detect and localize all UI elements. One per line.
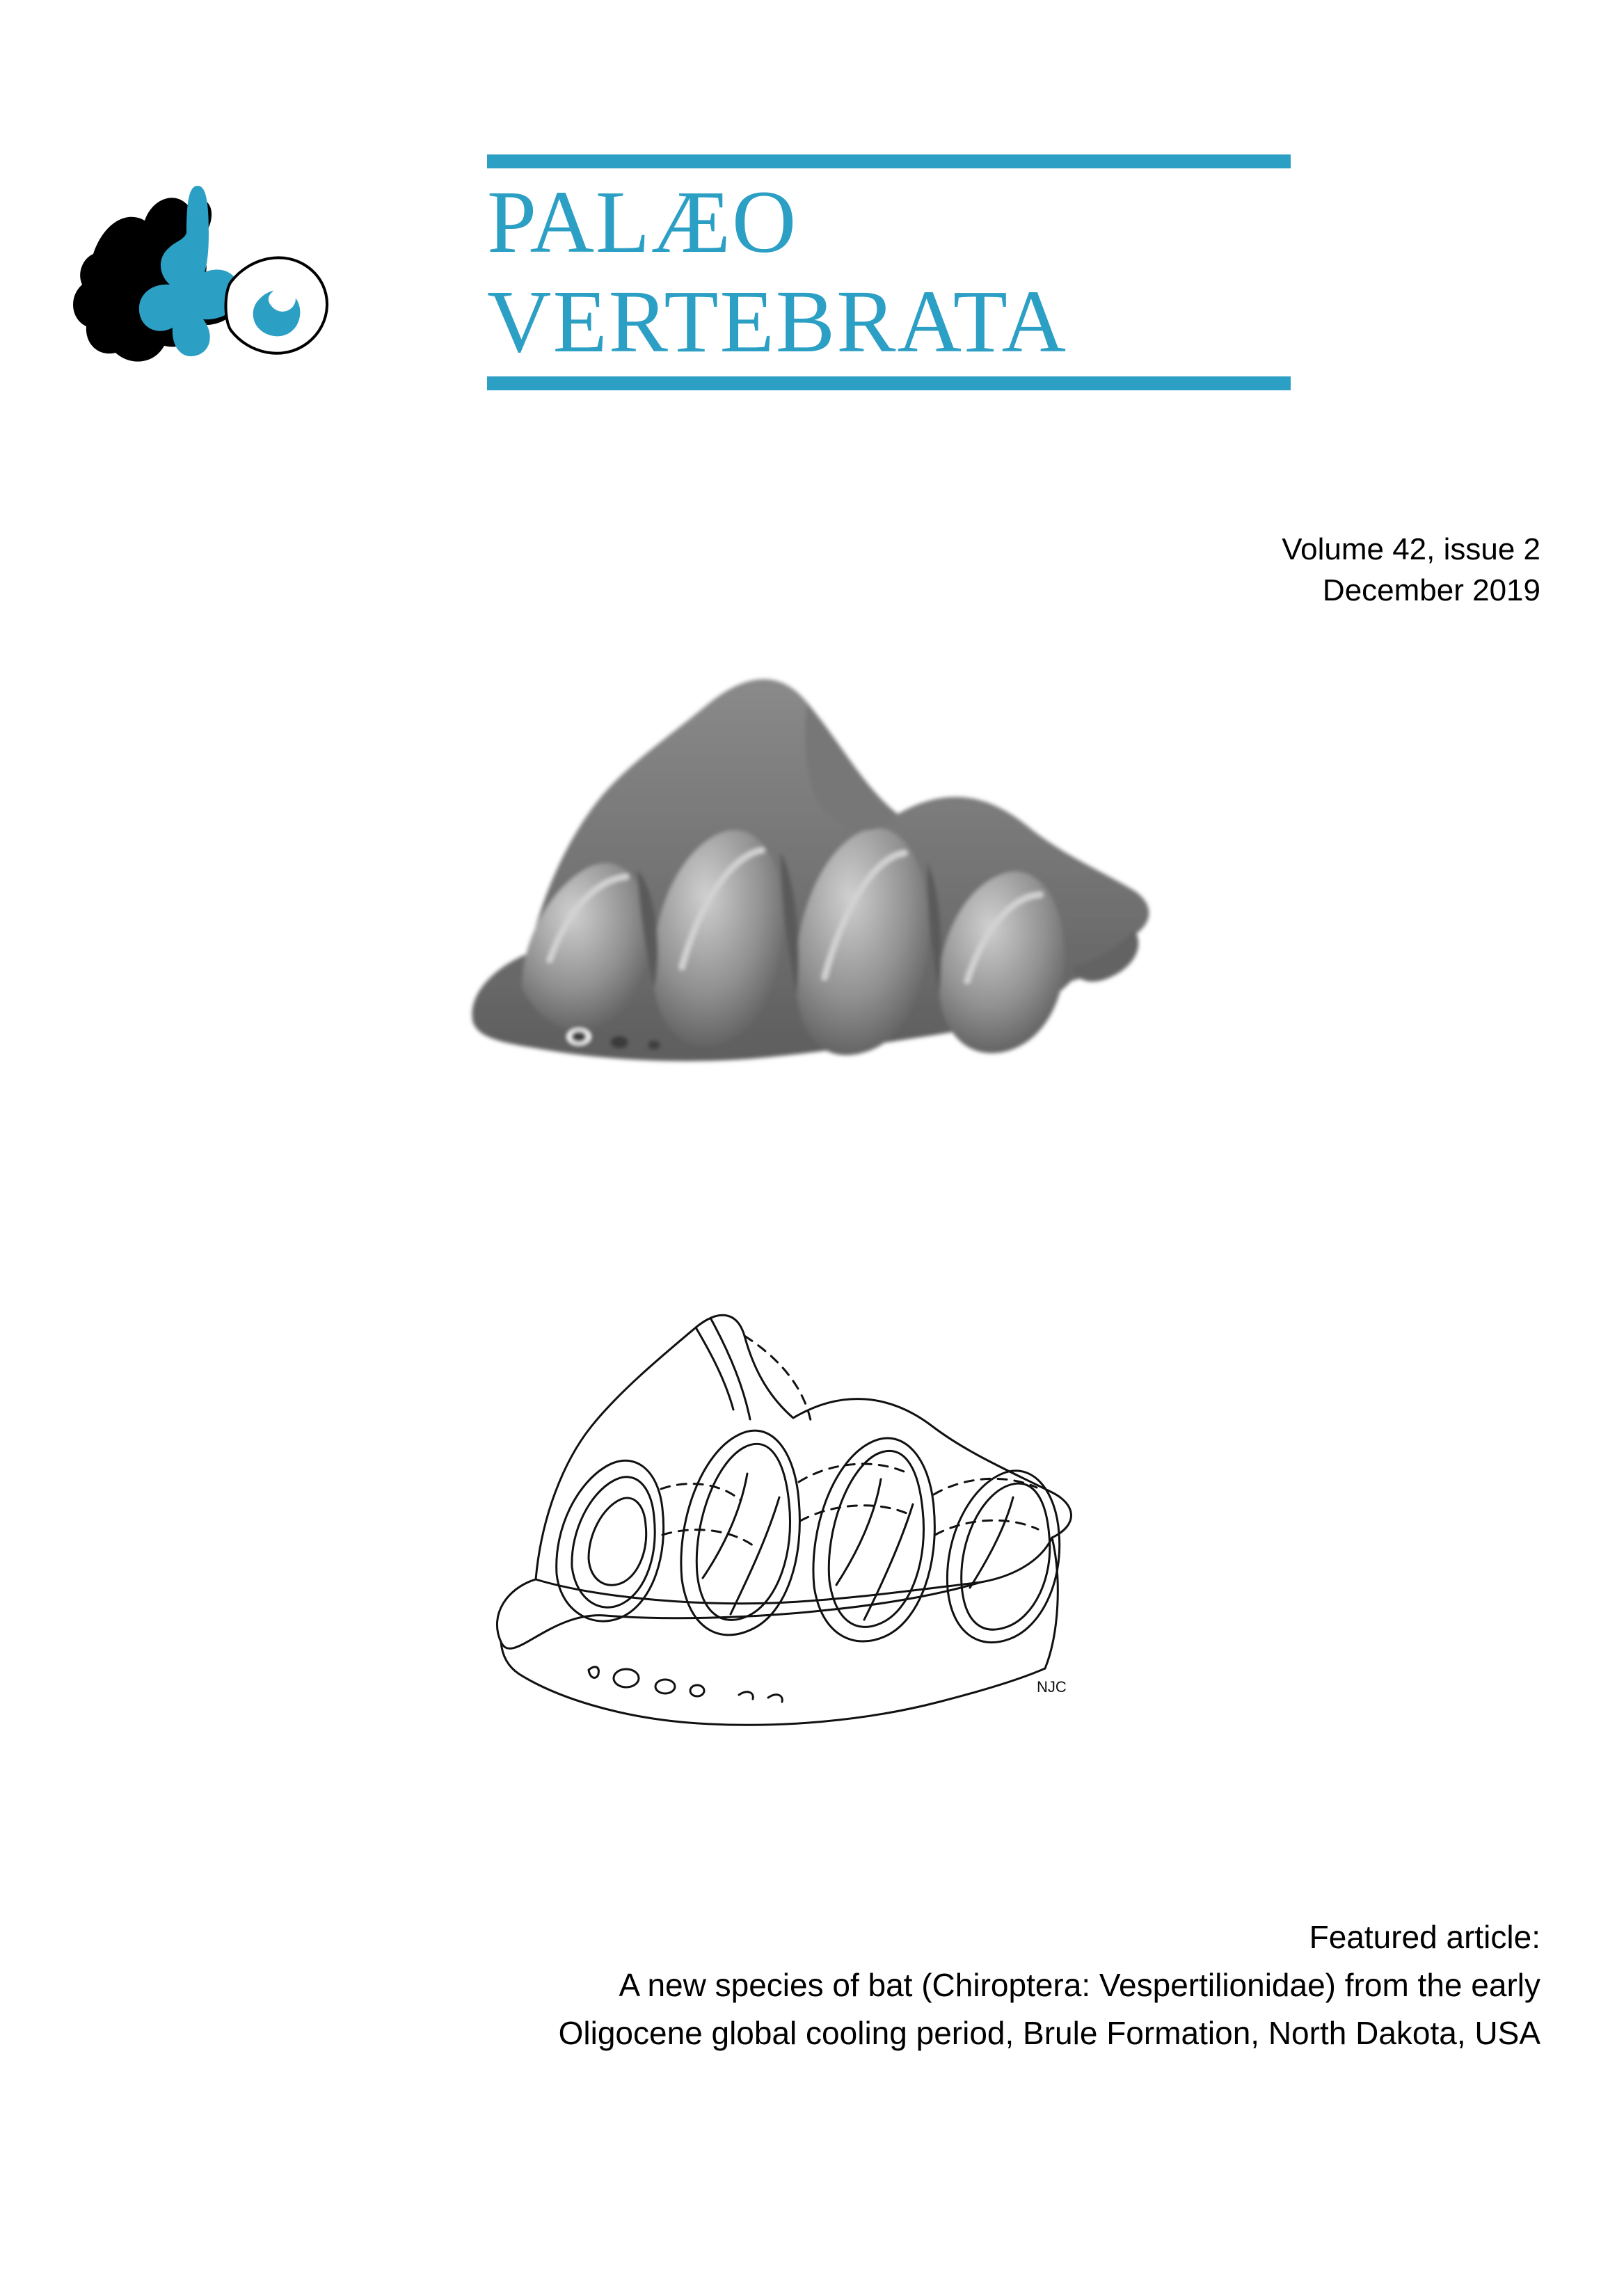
issue-date: December 2019 [1322,573,1540,608]
journal-logo [49,150,438,428]
featured-article [0,1913,1540,2057]
fossil-photograph [417,661,1197,1238]
vertebra-fossil-logo-icon [49,150,438,428]
cover-figure [0,640,1617,1816]
title-rule-bottom [487,376,1291,390]
journal-title-line1: PALÆO [487,173,798,271]
masthead [0,0,1617,487]
drawing-signature: NJC [1037,1678,1067,1696]
fossil-line-drawing [452,1252,1190,1809]
featured-label: Featured article: [1309,1919,1540,1955]
featured-title-line1: A new species of bat (Chiroptera: Vespertilionidae) from the early [619,1967,1540,2003]
featured-title-line2: Oligocene global cooling period, Brule Formation, North Dakota, USA [558,2015,1540,2051]
issue-volume: Volume 42, issue 2 [1282,532,1540,566]
journal-title-line2: VERTEBRATA [487,272,1068,372]
issue-info [1282,529,1540,612]
title-rule-top [487,154,1291,168]
journal-title [487,154,1294,390]
